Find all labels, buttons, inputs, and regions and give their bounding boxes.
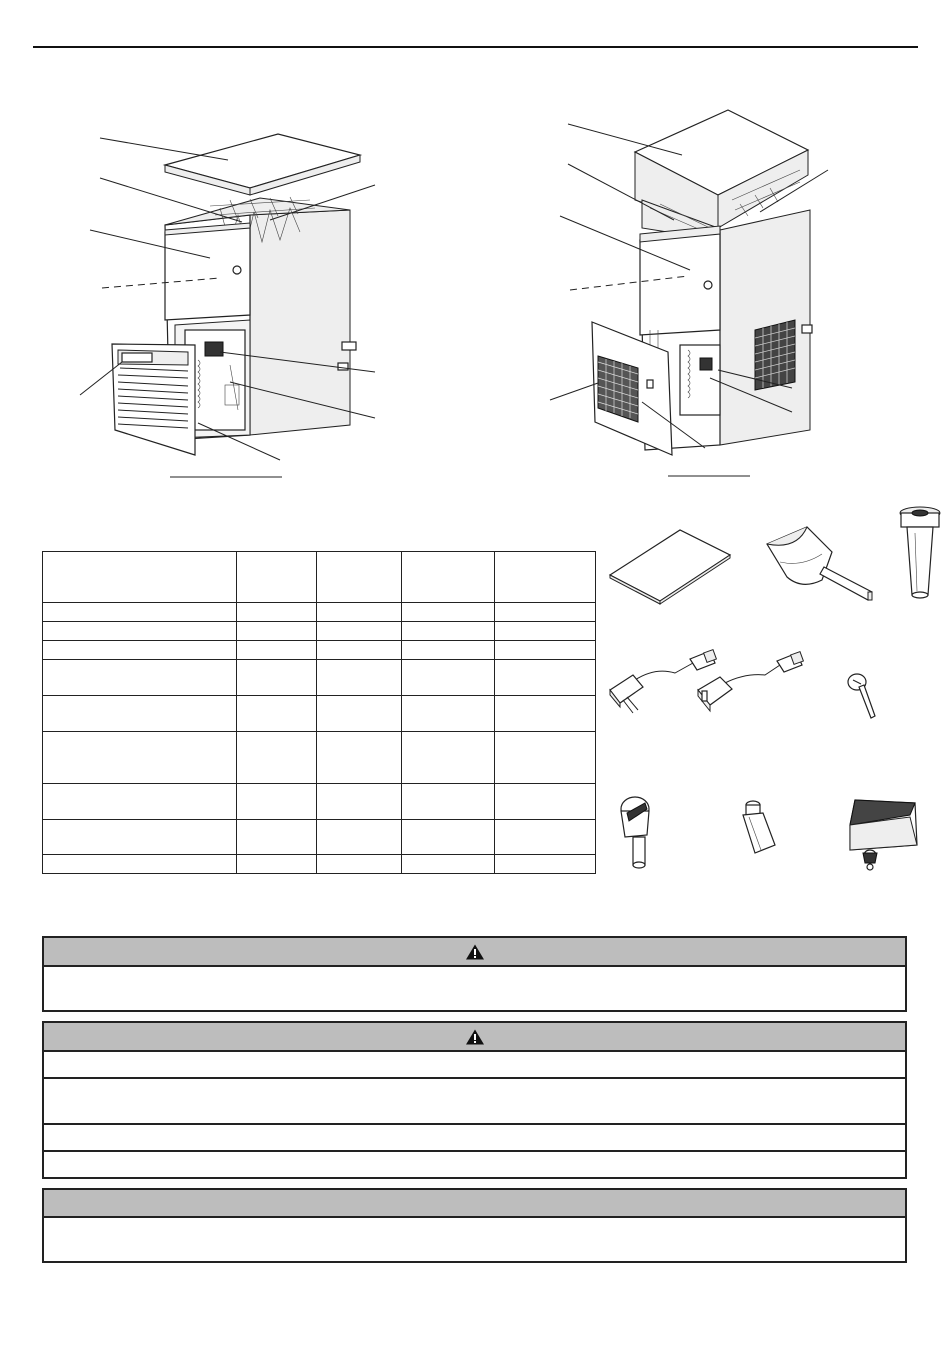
water-valve-fitting-icon (615, 795, 665, 875)
table-cell (495, 732, 596, 784)
hose-adapter-icon (735, 795, 785, 865)
table-cell (43, 820, 237, 855)
table-cell (317, 660, 402, 696)
table-cell (237, 552, 317, 603)
table-row (43, 855, 596, 874)
warning-row (44, 1125, 905, 1152)
right-ice-maker-illustration (550, 100, 850, 480)
table-row (43, 660, 596, 696)
table-cell (237, 784, 317, 820)
table-cell (402, 603, 495, 622)
table-cell (402, 622, 495, 641)
table-cell (317, 641, 402, 660)
table-cell (317, 603, 402, 622)
table-cell (237, 732, 317, 784)
table-cell (43, 855, 237, 874)
warning-row (44, 1152, 905, 1177)
table-cell (43, 696, 237, 732)
table-cell (317, 696, 402, 732)
note-box (42, 1188, 907, 1263)
manual-booklet-icon (605, 525, 735, 605)
table-cell (43, 622, 237, 641)
table-cell (402, 552, 495, 603)
table-cell (402, 784, 495, 820)
drain-hose-connector-icon (895, 505, 945, 605)
table-row (43, 820, 596, 855)
table-cell (402, 696, 495, 732)
table-cell (495, 641, 596, 660)
warning-box-1 (42, 936, 907, 1012)
table-row (43, 641, 596, 660)
warning-box-2 (42, 1021, 907, 1179)
table-cell (317, 820, 402, 855)
table-cell (402, 660, 495, 696)
table-header-row (43, 552, 596, 603)
warning-row (44, 1052, 905, 1079)
table-cell (317, 732, 402, 784)
table-cell (43, 641, 237, 660)
table-cell (237, 696, 317, 732)
table-cell (317, 784, 402, 820)
table-cell (237, 660, 317, 696)
table-cell (317, 855, 402, 874)
note-row (44, 1218, 905, 1261)
table-cell (402, 855, 495, 874)
table-cell (43, 660, 237, 696)
table-row (43, 696, 596, 732)
ice-scoop-icon (762, 522, 877, 607)
table-cell (237, 622, 317, 641)
table-row (43, 732, 596, 784)
table-cell (237, 603, 317, 622)
table-cell (495, 603, 596, 622)
table-cell (402, 641, 495, 660)
table-cell (495, 820, 596, 855)
uk-power-cord-icon (695, 645, 810, 720)
table-cell (495, 855, 596, 874)
warning-triangle-icon (465, 1028, 485, 1045)
specification-table (42, 551, 596, 874)
table-cell (237, 855, 317, 874)
table-row (43, 784, 596, 820)
table-cell (495, 660, 596, 696)
water-filter-icon (845, 795, 920, 880)
warning-header (44, 1023, 905, 1052)
warning-triangle-icon (465, 943, 485, 960)
warning-header (44, 938, 905, 967)
warning-row (44, 967, 905, 1010)
table-cell (495, 696, 596, 732)
warning-row (44, 1079, 905, 1125)
table-cell (43, 732, 237, 784)
screw-icon (845, 672, 885, 722)
table-cell (237, 641, 317, 660)
table-cell (495, 784, 596, 820)
note-header (44, 1190, 905, 1218)
left-ice-maker-illustration (70, 120, 390, 490)
table-cell (402, 820, 495, 855)
table-cell (495, 622, 596, 641)
table-row (43, 603, 596, 622)
table-cell (43, 784, 237, 820)
top-rule (33, 46, 918, 48)
table-cell (43, 552, 237, 603)
table-row (43, 622, 596, 641)
table-cell (237, 820, 317, 855)
table-cell (402, 732, 495, 784)
table-cell (317, 552, 402, 603)
table-cell (317, 622, 402, 641)
table-cell (495, 552, 596, 603)
table-cell (43, 603, 237, 622)
